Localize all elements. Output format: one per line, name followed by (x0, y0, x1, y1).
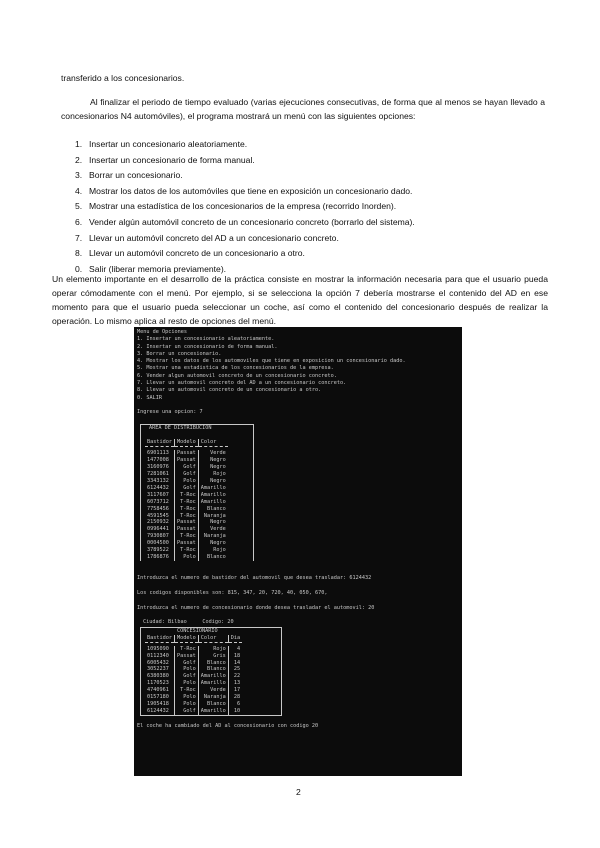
console-menu-line: 5. Mostrar una estadistica de los concesionarios de la empresa. (137, 365, 334, 372)
table-cell: Amarillo (198, 485, 228, 492)
table-cell: 3789522 (147, 547, 169, 554)
console-menu-line: 2. Insertar un concesionario de forma manual. (137, 343, 278, 350)
table-row (145, 660, 242, 667)
table-cell: 22 (228, 673, 242, 680)
table-row (145, 687, 242, 694)
table-row (145, 680, 242, 687)
table-row (145, 457, 228, 464)
column-header: Color (198, 439, 228, 446)
option-text: Mostrar los datos de los automóviles que tiene en exposición un concesionario dado. (89, 185, 413, 196)
console-prompt-bastidor: Introduzca el numero de bastidor del automovil que desea trasladar: 6124432 (137, 575, 372, 582)
table-cell: Rojo (198, 471, 228, 478)
option-text: Insertar un concesionario de forma manual. (89, 154, 255, 165)
console-menu-line: 4. Mostrar los datos de los automoviles que tiene en exposicion un concesionario dado. (137, 358, 406, 365)
table-cell: 3117607 (147, 491, 169, 498)
table-row (145, 540, 228, 547)
column-header: Dia (228, 635, 242, 642)
table-cell: 0996441 (147, 526, 169, 533)
table-row (145, 554, 228, 561)
table-cell: 6124432 (147, 707, 169, 714)
table-header-row (145, 635, 242, 642)
table-cell: 14 (228, 660, 242, 667)
option-text: Salir (liberar memoria previamente). (89, 263, 227, 274)
table-cell: Golf (175, 660, 199, 667)
option-number: 2. (75, 154, 83, 165)
console-menu-line: 1. Insertar un concesionario aleatoriamente. (137, 336, 275, 343)
page-number: 2 (296, 787, 301, 797)
option-text: Borrar un concesionario. (89, 170, 183, 181)
column-header: Color (198, 635, 228, 642)
table-row (145, 708, 242, 715)
table-row (145, 653, 242, 660)
table-cell: 1170523 (147, 680, 169, 687)
console-menu-line: 3. Borrar un concesionario. (137, 350, 222, 357)
table-cell: 4 (228, 646, 242, 653)
table-cell: Golf (175, 708, 199, 715)
table-cell: 7930807 (147, 533, 169, 540)
table-cell: 1786876 (147, 553, 169, 560)
table-cell: Blanco (198, 506, 228, 513)
table-cell: 18 (228, 653, 242, 660)
option-number: 8. (75, 248, 83, 259)
table-row (145, 513, 228, 520)
ad-table (145, 439, 228, 560)
table-cell: Passat (175, 450, 199, 457)
table-cell: Amarillo (198, 492, 228, 499)
table-cell: Golf (175, 464, 199, 471)
console-menu-line: 0. SALIR (137, 394, 162, 401)
table-cell: 2150932 (147, 519, 169, 526)
table-cell: 1477008 (147, 457, 169, 464)
table-cell: Negro (198, 464, 228, 471)
table-cell: 13 (228, 680, 242, 687)
console-menu-line: Menu de Opciones (137, 329, 187, 335)
table-cell: 0004500 (147, 540, 169, 547)
table-cell: T-Roc (175, 547, 199, 554)
table-cell: 6005432 (147, 659, 169, 666)
table-cell: Blanco (198, 666, 228, 673)
table-cell: Polo (175, 694, 199, 701)
table-cell: 3052237 (147, 666, 169, 673)
table-row (145, 499, 228, 506)
option-text: Llevar un automóvil concreto de un concesionario a otro. (89, 248, 305, 259)
option-number: 5. (75, 201, 83, 212)
option-number: 7. (75, 232, 83, 243)
console-city: Ciudad: Bilbao Codigo: 20 (143, 619, 234, 626)
table-cell: 17 (228, 687, 242, 694)
table-cell: 3343132 (147, 477, 169, 484)
table-cell: Passat (175, 519, 199, 526)
paragraph-ui-note: Un elemento importante en el desarrollo de la práctica consiste en mostrar la información necesaria para que el usuario pueda operar cómodamente con el menú. Por ejemplo, si se selecciona la opción 7 debería mostrarse el contenido del AD en ese momento para que el usuario pueda seleccionar un coche, así como el contenido del concesionario después de realizar la operación. Lo mismo aplica al resto de opciones del menú. (52, 274, 548, 326)
table-cell: 6901113 (147, 450, 169, 457)
table-cell: 6380380 (147, 673, 169, 680)
table-cell: Verde (198, 526, 228, 533)
table-cell: T-Roc (175, 499, 199, 506)
table-cell: 10 (228, 708, 242, 715)
option-item (75, 168, 415, 184)
table-row (145, 506, 228, 513)
table-cell: Polo (175, 666, 199, 673)
option-item (75, 199, 415, 215)
table-cell: Blanco (198, 554, 228, 561)
table-cell: Blanco (198, 660, 228, 667)
table-cell: Gris (198, 653, 228, 660)
option-number: 0. (75, 263, 83, 274)
option-number: 3. (75, 170, 83, 181)
option-item (75, 184, 415, 200)
table-cell: 4591545 (147, 512, 169, 519)
table-cell: 4740961 (147, 687, 169, 694)
table-cell: T-Roc (175, 513, 199, 520)
table-cell: 6073712 (147, 498, 169, 505)
option-item (75, 215, 415, 231)
table-cell: Verde (198, 450, 228, 457)
console-prompt-option: Ingrese una opcion: 7 (137, 409, 203, 416)
table-cell: Polo (175, 478, 199, 485)
table-row (145, 478, 228, 485)
table-header-row (145, 439, 228, 446)
paragraph-menu-intro: Al finalizar el periodo de tiempo evaluado (varias ejecuciones consecutivas, de forma que al menos se hayan llevado a concesionarios N4 automóviles), el programa mostrará un menú con las siguientes opciones: (61, 97, 545, 121)
table-cell: 7281061 (147, 471, 169, 478)
table-cell: Negro (198, 519, 228, 526)
table-cell: 0157180 (147, 694, 169, 701)
table-cell: Rojo (198, 646, 228, 653)
table-cell: 6124432 (147, 484, 169, 491)
table-cell: Passat (175, 653, 199, 660)
table-cell: Negro (198, 478, 228, 485)
conc-title: CONCESIONARIO (177, 627, 218, 634)
table-cell: Naranja (198, 533, 228, 540)
table-cell: Passat (175, 540, 199, 547)
table-cell: Negro (198, 457, 228, 464)
table-cell: Polo (175, 701, 199, 708)
table-cell: Amarillo (198, 708, 228, 715)
table-cell: 0112340 (147, 652, 169, 659)
table-cell: Golf (175, 471, 199, 478)
option-number: 4. (75, 185, 83, 196)
table-cell: Amarillo (198, 673, 228, 680)
console-prompt-concesionario: Introduzca el numero de concesionario donde desea trasladar el automovil: 20 (137, 604, 375, 611)
table-row (145, 673, 242, 680)
table-cell: Passat (175, 526, 199, 533)
table-row (145, 471, 228, 478)
table-cell: 7758456 (147, 505, 169, 512)
option-item (75, 153, 415, 169)
table-cell: T-Roc (175, 687, 199, 694)
option-text: Mostrar una estadística de los concesionarios de la empresa (recorrido Inorden). (89, 201, 397, 212)
table-cell: T-Roc (175, 646, 199, 653)
ad-title: AREA DE DISTRIBUCION (149, 424, 212, 431)
table-cell: Blanco (198, 701, 228, 708)
column-header: Bastidor (147, 439, 172, 446)
table-row (145, 694, 242, 701)
table-row (145, 492, 228, 499)
table-cell: T-Roc (175, 506, 199, 513)
table-row (145, 646, 242, 653)
table-row (145, 547, 228, 554)
option-text: Insertar un concesionario aleatoriamente. (89, 139, 248, 149)
table-cell: Rojo (198, 547, 228, 554)
conc-table (145, 635, 242, 715)
option-item (75, 246, 415, 262)
table-cell: Passat (175, 457, 199, 464)
table-row (145, 519, 228, 526)
console-final: El coche ha cambiado del AD al concesionario con codigo 20 (137, 723, 319, 730)
option-text: Llevar un automóvil concreto del AD a un concesionario concreto. (89, 232, 339, 243)
table-cell: Polo (175, 554, 199, 561)
column-header: Bastidor (147, 634, 172, 641)
option-number: 6. (75, 216, 83, 227)
options-list (75, 137, 415, 277)
table-row (145, 464, 228, 471)
table-cell: Amarillo (198, 680, 228, 687)
table-cell: Golf (175, 673, 199, 680)
table-cell: 28 (228, 694, 242, 701)
table-cell: 1095090 (147, 645, 169, 652)
console-screenshot (134, 327, 462, 776)
console-menu-line: 7. Llevar un automovil concreto del AD a un concesionario concreto. (137, 380, 347, 387)
option-item (75, 231, 415, 247)
table-row (145, 450, 228, 457)
table-cell: Golf (175, 485, 199, 492)
console-menu-line: 8. Llevar un automovil concreto de un concesionario a otro. (137, 387, 322, 394)
console-menu (137, 329, 459, 402)
table-row (145, 666, 242, 673)
table-row (145, 533, 228, 540)
ad-table-frame (140, 424, 254, 561)
table-cell: Amarillo (198, 499, 228, 506)
table-row (145, 526, 228, 533)
option-number: 1. (75, 139, 83, 149)
table-cell: Naranja (198, 513, 228, 520)
table-cell: T-Roc (175, 492, 199, 499)
console-menu-line: 6. Vender algun automovil concreto de un concesionario concreto. (137, 372, 337, 379)
table-row (145, 701, 242, 708)
console-codes: Los codigos disponibles son: 815, 347, 20, 720, 40, 050, 670, (137, 590, 328, 597)
table-cell: T-Roc (175, 533, 199, 540)
table-cell: Verde (198, 687, 228, 694)
table-cell: 1905418 (147, 700, 169, 707)
table-cell: Naranja (198, 694, 228, 701)
option-item (75, 137, 415, 153)
conc-table-frame (140, 627, 282, 716)
option-text: Vender algún automóvil concreto de un concesionario concreto (borrarlo del sistema). (89, 216, 415, 227)
table-cell: 25 (228, 666, 242, 673)
table-cell: 6 (228, 701, 242, 708)
column-header: Modelo (175, 439, 199, 446)
table-cell: Negro (198, 540, 228, 547)
table-row (145, 485, 228, 492)
column-header: Modelo (175, 635, 199, 642)
table-cell: Polo (175, 680, 199, 687)
table-cell: 3160976 (147, 464, 169, 471)
intro-text: transferido a los concesionarios. (61, 73, 185, 83)
